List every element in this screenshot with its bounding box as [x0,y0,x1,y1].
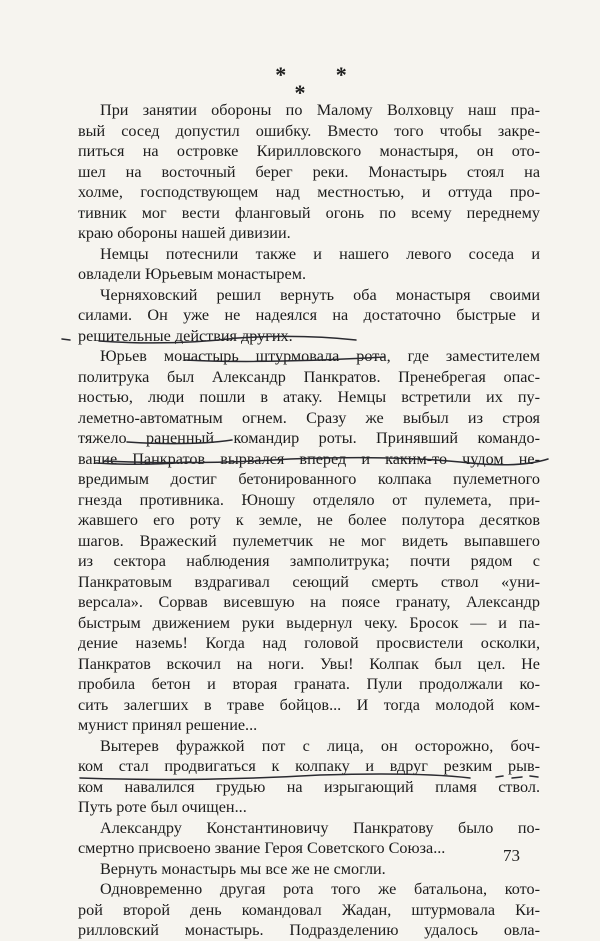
text-line: дение наземь! Когда над головой просвистели осколки, [78,634,540,652]
text-line: вый сосед допустил ошибку. Вместо того чтобы закре- [78,121,540,140]
text-line: жавшего его роту к земле, не более полутора десятков [78,511,540,529]
text-line: Вернуть монастырь мы все же не смогли. [100,859,386,878]
text-line: краю обороны нашей дивизии. [78,224,291,242]
paragraph [78,346,540,736]
text-line: Юрьев монастырь штурмовала рота, где заместителем [100,347,540,365]
text-line: версала». Сорвав висевшую на поясе гранату, Александр [78,593,540,611]
text-line: ком навалился грудью на изрыгающий пламя ствол. [78,777,540,796]
text-line: тивник мог вести фланговый огонь по всему переднему [78,203,540,222]
text-line: политрука был Александр Панкратов. Пренебрегая опас- [78,367,540,386]
text-line: мунист принял решение... [78,716,258,734]
paragraph [78,879,540,941]
body-text [78,100,540,941]
text-line: смертно присвоено звание Героя Советского Союза... [78,839,446,857]
text-line: ностью, люди пошли в атаку. Немцы встретили их пу- [78,388,540,406]
section-break-star-bottom: * [294,80,306,105]
text-line: холме, господствующем над местностью, и оттуда про- [78,183,540,201]
paragraph [78,859,540,880]
text-line: пробила бетон и вторая граната. Пули продолжали ко- [78,675,540,693]
text-line: шел на восточный берег реки. Монастырь стоял на [78,162,540,181]
text-line: рилловский монастырь. Подразделению удалось овла- [78,921,540,939]
text-line: гнезда противника. Юношу отделяло от пулемета, при- [78,490,540,509]
text-line: Путь роте был очищен... [78,798,247,816]
text-line: шагов. Вражеский пулеметчик не мог видеть выпавшего [78,531,540,550]
text-line: сить залегших в траве бойцов... И тогда молодой ком- [78,695,540,714]
paragraph [78,285,540,347]
text-line: Одновременно другая рота того же батальона, кото- [100,880,540,898]
text-line: Вытерев фуражкой пот с лица, он осторожно, боч- [100,736,540,755]
text-line: тяжело раненный командир роты. Принявший командо- [78,429,540,447]
text-line: овладели Юрьевым монастырем. [78,265,306,283]
text-line: Панкратов вскочил на ноги. Увы! Колпак был цел. Не [78,654,540,673]
text-line: рой второй день командовал Жадан, штурмовала Ки- [78,900,540,919]
text-line: быстрым движением руки выдернул чеку. Бросок — и па- [78,613,540,632]
text-line: Немцы потеснили также и нашего левого соседа и [100,244,540,263]
paragraph [78,736,540,818]
section-break-stars-top: * * [275,62,369,87]
text-line: Черняховский решил вернуть оба монастыря своими [100,285,540,304]
paragraph [78,818,540,859]
text-line: из сектора наблюдения замполитрука; почти рядом с [78,552,540,570]
text-line: Панкратовым вздрагивал сеющий смерть ствол «уни- [78,572,540,591]
text-line: леметно-автоматным огнем. Сразу же выбыл из строя [78,408,540,427]
paragraph [78,244,540,285]
text-line: вредимым достиг бетонированного колпака пулеметного [78,470,540,488]
text-line: решительные действия других. [78,326,293,345]
text-line: ком стал продвигаться к колпаку и вдруг резким рыв- [78,757,540,775]
page-number: 73 [503,846,520,865]
text-line: питься на островке Кирилловского монастыря, он ото- [78,142,540,160]
text-line: силами. Он уже не надеялся на достаточно быстрые и [78,306,540,324]
text-line: При занятии обороны по Малому Волховцу наш пра- [100,101,540,119]
paragraph [78,100,540,244]
text-line: вание Панкратов вырвался вперед и каким-то чудом не- [78,449,540,468]
text-line: Александру Константиновичу Панкратову было по- [100,818,540,837]
